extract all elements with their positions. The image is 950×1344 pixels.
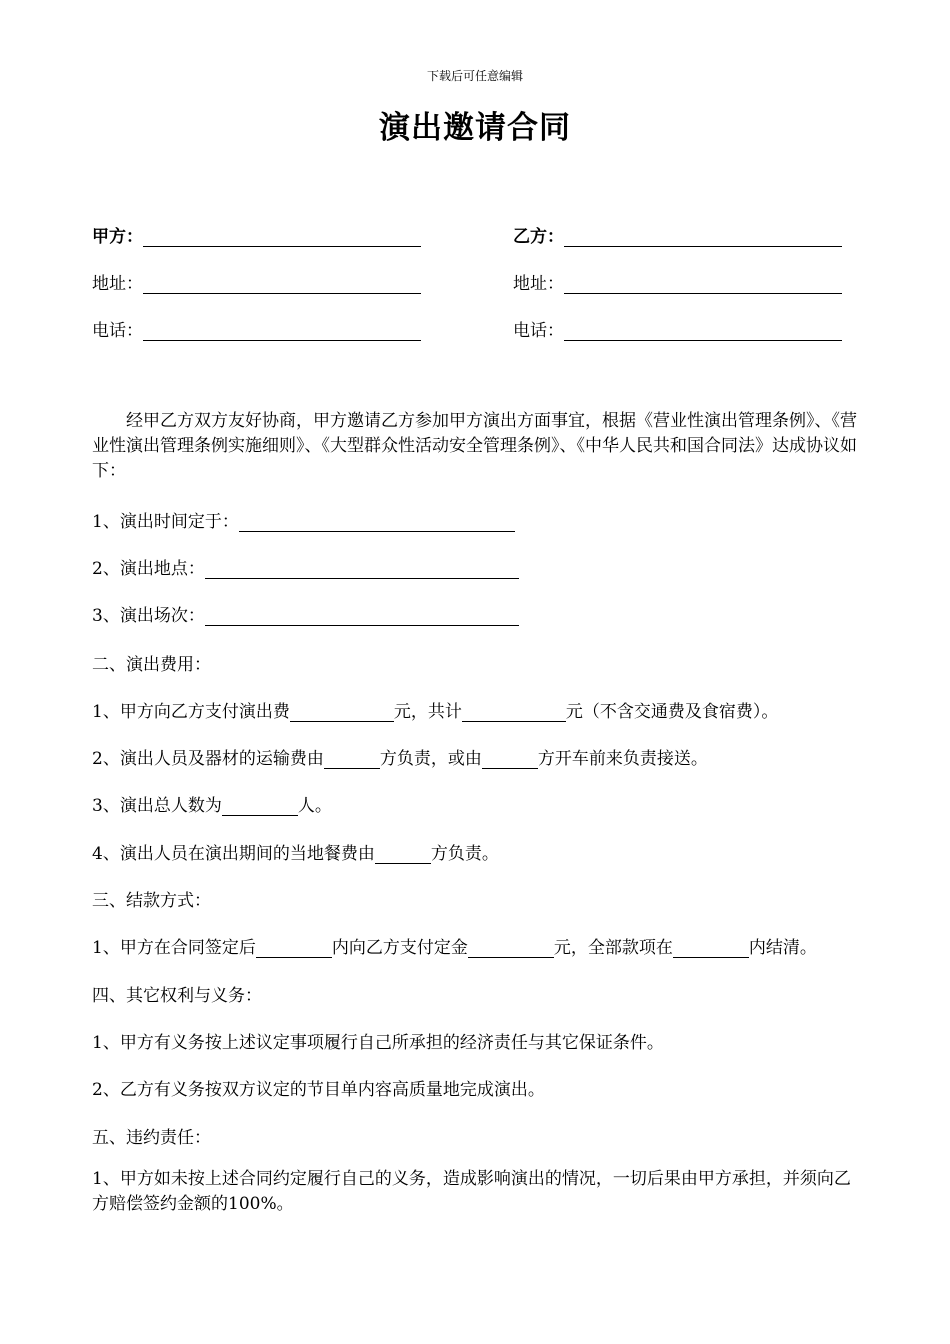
performance-time-field[interactable] [239,513,515,532]
fee-amount-field[interactable] [290,703,394,722]
party-a-address-row [92,269,421,294]
party-b-phone-row [513,316,842,341]
obligation-b: 2、乙方有义务按双方议定的节目单内容高质量地完成演出。 [92,1080,545,1100]
party-b-name-label: 乙方： [513,227,564,247]
headcount-text-a: 3、演出总人数为 [92,796,222,816]
transport-row [92,744,708,769]
payment-text-a: 1、甲方在合同签定后 [92,938,256,958]
payment-text-d: 内结清。 [748,938,817,958]
headcount-row [92,791,332,816]
fee-text-b: 元，共计 [393,702,462,722]
transport-text-a: 2、演出人员及器材的运输费由 [92,749,324,769]
party-a-phone-field[interactable] [143,320,421,341]
deposit-amount-field[interactable] [468,939,554,958]
party-a-address-field[interactable] [143,273,421,294]
party-b-name-row [513,222,842,247]
header-note: 下载后可任意编辑 [426,69,523,83]
party-b-address-field[interactable] [564,273,842,294]
performance-sessions-row [92,601,519,626]
performance-time-label: 1、演出时间定于： [92,512,239,532]
fee-row [92,697,778,722]
transport-party-field[interactable] [324,750,380,769]
party-a-name-row [92,222,421,247]
party-a-name-label: 甲方： [92,227,143,247]
section-4-heading: 四、其它权利与义务： [92,986,262,1006]
party-a-name-field[interactable] [143,226,421,247]
breach-clause-1: 1、甲方如未按上述合同约定履行自己的义务，造成影响演出的情况，一切后果由甲方承担，并须向乙方赔偿签约金额的100%。 [92,1169,851,1214]
headcount-text-b: 人。 [297,796,332,816]
obligation-a: 1、甲方有义务按上述议定事项履行自己所承担的经济责任与其它保证条件。 [92,1033,664,1053]
section-2-heading: 二、演出费用： [92,655,211,675]
pickup-party-field[interactable] [482,750,538,769]
section-3-heading: 三、结款方式： [92,891,211,911]
meals-text-b: 方负责。 [430,844,499,864]
party-a-address-label: 地址： [92,274,143,294]
performance-venue-field[interactable] [205,560,519,579]
fee-text-c: 元（不含交通费及食宿费）。 [565,702,779,722]
performance-sessions-field[interactable] [205,607,519,626]
transport-text-c: 方开车前来负责接送。 [537,749,708,769]
performance-time-row [92,507,515,532]
deposit-period-field[interactable] [256,939,332,958]
fee-text-a: 1、甲方向乙方支付演出费 [92,702,290,722]
meals-text-a: 4、演出人员在演出期间的当地餐费由 [92,844,375,864]
settlement-period-field[interactable] [673,939,749,958]
meals-row [92,839,499,864]
intro-paragraph: 经甲乙方双方友好协商，甲方邀请乙方参加甲方演出方面事宜，根据《营业性演出管理条例》、《营业性演出管理条例实施细则》、《大型群众性活动安全管理条例》、《中华人民共和国合同法》达成协议如下： [92,411,857,481]
transport-text-b: 方负责，或由 [379,749,482,769]
party-b-name-field[interactable] [564,226,842,247]
fee-total-field[interactable] [462,703,566,722]
party-b-address-row [513,269,842,294]
party-b-address-label: 地址： [513,274,564,294]
payment-text-b: 内向乙方支付定金 [331,938,468,958]
document-title: 演出邀请合同 [379,110,571,146]
party-b-phone-field[interactable] [564,320,842,341]
performance-sessions-label: 3、演出场次： [92,606,205,626]
party-a-phone-row [92,316,421,341]
performance-venue-row [92,554,519,579]
party-a-phone-label: 电话： [92,321,143,341]
headcount-field[interactable] [222,797,298,816]
meals-party-field[interactable] [375,845,431,864]
payment-text-c: 元，全部款项在 [553,938,673,958]
section-5-heading: 五、违约责任： [92,1128,211,1148]
party-b-phone-label: 电话： [513,321,564,341]
payment-row [92,933,817,958]
performance-venue-label: 2、演出地点： [92,559,205,579]
